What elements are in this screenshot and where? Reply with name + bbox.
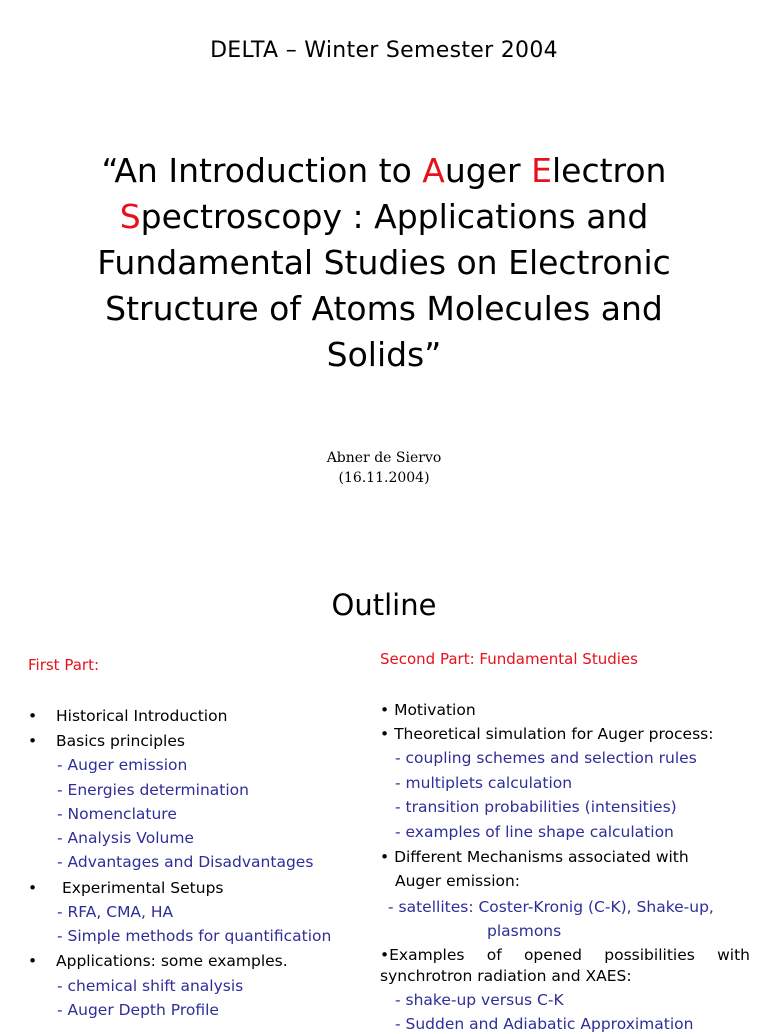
list-subitem: - shake-up versus C-K: [395, 991, 564, 1009]
list-subitem: - Auger emission: [57, 756, 188, 774]
list-item-justified: [380, 945, 750, 965]
list-subitem: - transition probabilities (intensities): [395, 798, 677, 816]
list-subitem: - Analysis Volume: [57, 829, 194, 847]
list-item: • Experimental Setups: [28, 879, 224, 897]
list-item: • Different Mechanisms associated with: [380, 848, 689, 866]
list-item: • Motivation: [380, 701, 476, 719]
list-item: • Historical Introduction: [28, 707, 228, 725]
word: with: [717, 946, 750, 964]
word: of: [486, 946, 502, 964]
list-subitem-continuation: plasmons: [487, 922, 562, 940]
title-text: “An Introduction to: [101, 151, 423, 190]
title-text: pectroscopy : Applications and: [140, 197, 649, 236]
author-date: (16.11.2004): [338, 470, 430, 486]
header-course: DELTA – Winter Semester 2004: [210, 38, 558, 63]
second-part-title: Second Part: Fundamental Studies: [380, 650, 638, 668]
presentation-title: [40, 148, 728, 378]
list-item: • Basics principles: [28, 732, 185, 750]
first-part-title: First Part:: [28, 656, 100, 674]
list-item-continuation: Auger emission:: [395, 872, 521, 890]
list-subitem: - multiplets calculation: [395, 774, 573, 792]
title-text: lectron: [551, 151, 667, 190]
title-initial-e: E: [531, 151, 552, 190]
title-initial-s: S: [119, 197, 141, 236]
word: opened: [523, 946, 583, 964]
list-subitem: - Auger Depth Profile: [57, 1001, 219, 1019]
list-item: • Theoretical simulation for Auger process:: [380, 725, 714, 743]
title-initial-a: A: [422, 151, 445, 190]
bullet: •: [28, 732, 38, 750]
author-block: [0, 448, 768, 488]
word: possibilities: [604, 946, 695, 964]
outline-heading: Outline: [331, 588, 437, 622]
list-subitem: - satellites: Coster-Kronig (C-K), Shake-up,: [388, 898, 714, 916]
list-subitem: - coupling schemes and selection rules: [395, 749, 697, 767]
title-text: uger: [444, 151, 532, 190]
author-name: Abner de Siervo: [326, 450, 442, 466]
list-subitem: - Sudden and Adiabatic Approximation: [395, 1015, 694, 1033]
list-subitem: - Energies determination: [57, 781, 249, 799]
bullet: •: [28, 952, 38, 970]
list-item: • Applications: some examples.: [28, 952, 288, 970]
list-subitem: - Nomenclature: [57, 805, 177, 823]
list-subitem: - RFA, CMA, HA: [57, 903, 174, 921]
title-line: Structure of Atoms Molecules and: [105, 289, 663, 328]
list-subitem: - Simple methods for quantification: [57, 927, 332, 945]
list-subitem: - chemical shift analysis: [57, 977, 244, 995]
list-subitem: - Advantages and Disadvantages: [57, 853, 314, 871]
word: •Examples: [380, 946, 465, 964]
list-item-continuation: synchrotron radiation and XAES:: [380, 967, 632, 985]
bullet: •: [28, 879, 38, 897]
list-subitem: - examples of line shape calculation: [395, 823, 674, 841]
title-line: Fundamental Studies on Electronic: [97, 243, 671, 282]
bullet: •: [28, 707, 38, 725]
title-line: Solids”: [326, 335, 442, 374]
